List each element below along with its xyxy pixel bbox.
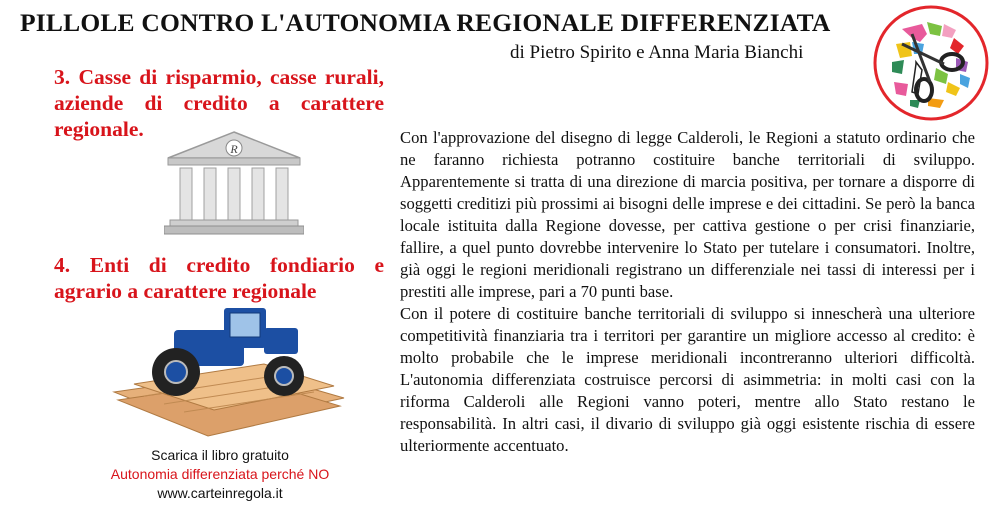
authors-line: di Pietro Spirito e Anna Maria Bianchi: [510, 42, 804, 63]
article-body: [400, 127, 975, 457]
section-4-heading: 4. Enti di credito fondiario e agrario a carattere regionale: [54, 253, 384, 303]
bank-building-icon: [164, 128, 304, 236]
footer-download-text: Scarica il libro gratuito: [151, 447, 289, 463]
footer-website-link[interactable]: www.carteinregola.it: [157, 485, 283, 501]
article-paragraph-1: Con l'approvazione del disegno di legge Calderoli, le Regioni a statuto ordinario che ne faranno richiesta potranno costituire banche territoriali di sviluppo. Apparentemente si tratta di una direzione di marcia positiva, per tornare a disporre di soggetti creditizi più prossimi ai bisogni delle imprese e dei cittadini. Se però la banca locale istituita dalla Regione dovesse, per cattiva gestione o per crisi finanziarie, fallire, a quel punto dovrebbe intervenire lo Stato per tutelare i consumatori. Inoltre, già oggi le regioni meridionali registrano un differenziale nei tassi di interessi per i prestiti alle imprese, pari a 70 punti base.: [400, 128, 975, 301]
scissors-italy-map-icon: [872, 4, 990, 122]
tractor-on-banknotes-icon: [104, 300, 354, 440]
section-3-heading: 3. Casse di risparmio, casse rurali, aziende di credito a carattere regionale.: [54, 65, 384, 141]
page-title: PILLOLE CONTRO L'AUTONOMIA REGIONALE DIFFERENZIATA: [20, 8, 831, 37]
svg-text:R: R: [230, 142, 238, 156]
download-footer: [70, 446, 370, 503]
footer-book-title[interactable]: Autonomia differenziata perché NO: [110, 466, 330, 482]
article-paragraph-2: Con il potere di costituire banche territoriali di sviluppo si innescherà una ulteriore competitività finanziaria tra i territori per garantire un migliore accesso al credito: è molto probabile che le imprese meridionali incontreranno ulteriori difficoltà. L'autonomia differenziata costruisce percorsi di asimmetria: in molti casi con la riforma Calderoli alle Regioni vanno poteri, mentre allo Stato restano le responsabilità. In altri casi, il divario di sviluppo già oggi esistente rischia di essere ulteriormente accentuato.: [400, 304, 975, 455]
